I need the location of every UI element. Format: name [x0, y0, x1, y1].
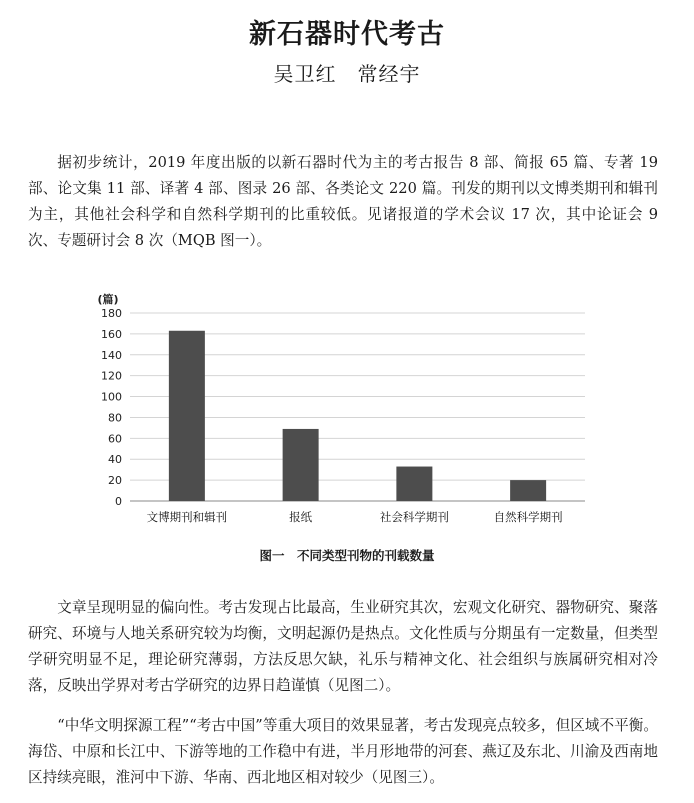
y-tick-label: 100 [101, 390, 122, 404]
article-title: 新石器时代考古 [249, 19, 445, 50]
paragraph-bias: 文章呈现明显的偏向性。考古发现占比最高，生业研究其次，宏观文化研究、器物研究、聚落研究、环境与人地关系研究较为均衡，文明起源仍是热点。文化性质与分期虽有一定数量，但类型学研究明显不足，理论研究薄弱，方法反思欠缺，礼乐与精神文化、社会组织与族属研究相对冷落，反映出学界对考古学研究的边界日趋谨慎（见图二）。 [28, 599, 658, 694]
bar [396, 467, 432, 501]
y-tick-label: 0 [115, 495, 122, 508]
y-tick-label: 60 [108, 432, 122, 446]
x-category-label: 文博期刊和辑刊 [146, 510, 228, 524]
y-tick-label: 180 [101, 307, 122, 320]
y-axis-label: (篇) [97, 293, 119, 306]
y-tick-label: 20 [108, 474, 122, 488]
x-category-label: 社会科学期刊 [379, 510, 449, 524]
x-category-label: 自然科学期刊 [493, 510, 563, 524]
paragraph-projects: “中华文明探源工程”“考古中国”等重大项目的效果显著，考古发现亮点较多，但区域不平衡。海岱、中原和长江中、下游等地的工作稳中有进，半月形地带的河套、燕辽及东北、川渝及西南地区持续亮眼，淮河中下游、华南、西北地区相对较少（见图三）。 [28, 717, 658, 786]
bar-chart [80, 285, 610, 530]
bar [283, 429, 319, 501]
y-tick-label: 160 [101, 327, 122, 341]
paragraph-statistics: 据初步统计，2019 年度出版的以新石器时代为主的考古报告 8 部、简报 65 篇、专著 19 部、论文集 11 部、译著 4 部、图录 26 部、各类论文 220 篇。刊发的期刊以文博类期刊和辑刊为主，其他社会科学和自然科学期刊的比重较低。见诸报道的学术会议 17 次，其中论证会 9 次、专题研讨会 8 次（MQB 图一）。 [28, 154, 658, 249]
y-tick-label: 80 [108, 411, 122, 425]
x-category-label: 报纸 [289, 510, 313, 524]
y-tick-label: 120 [101, 369, 122, 383]
bar-chart-svg [80, 285, 610, 530]
article-authors: 吴卫红 常经宇 [273, 62, 421, 86]
y-tick-label: 40 [108, 453, 122, 467]
bar [510, 480, 546, 501]
y-tick-label: 140 [101, 348, 122, 362]
bar [169, 331, 205, 501]
figure-caption: 图一 不同类型刊物的刊载数量 [259, 548, 435, 563]
